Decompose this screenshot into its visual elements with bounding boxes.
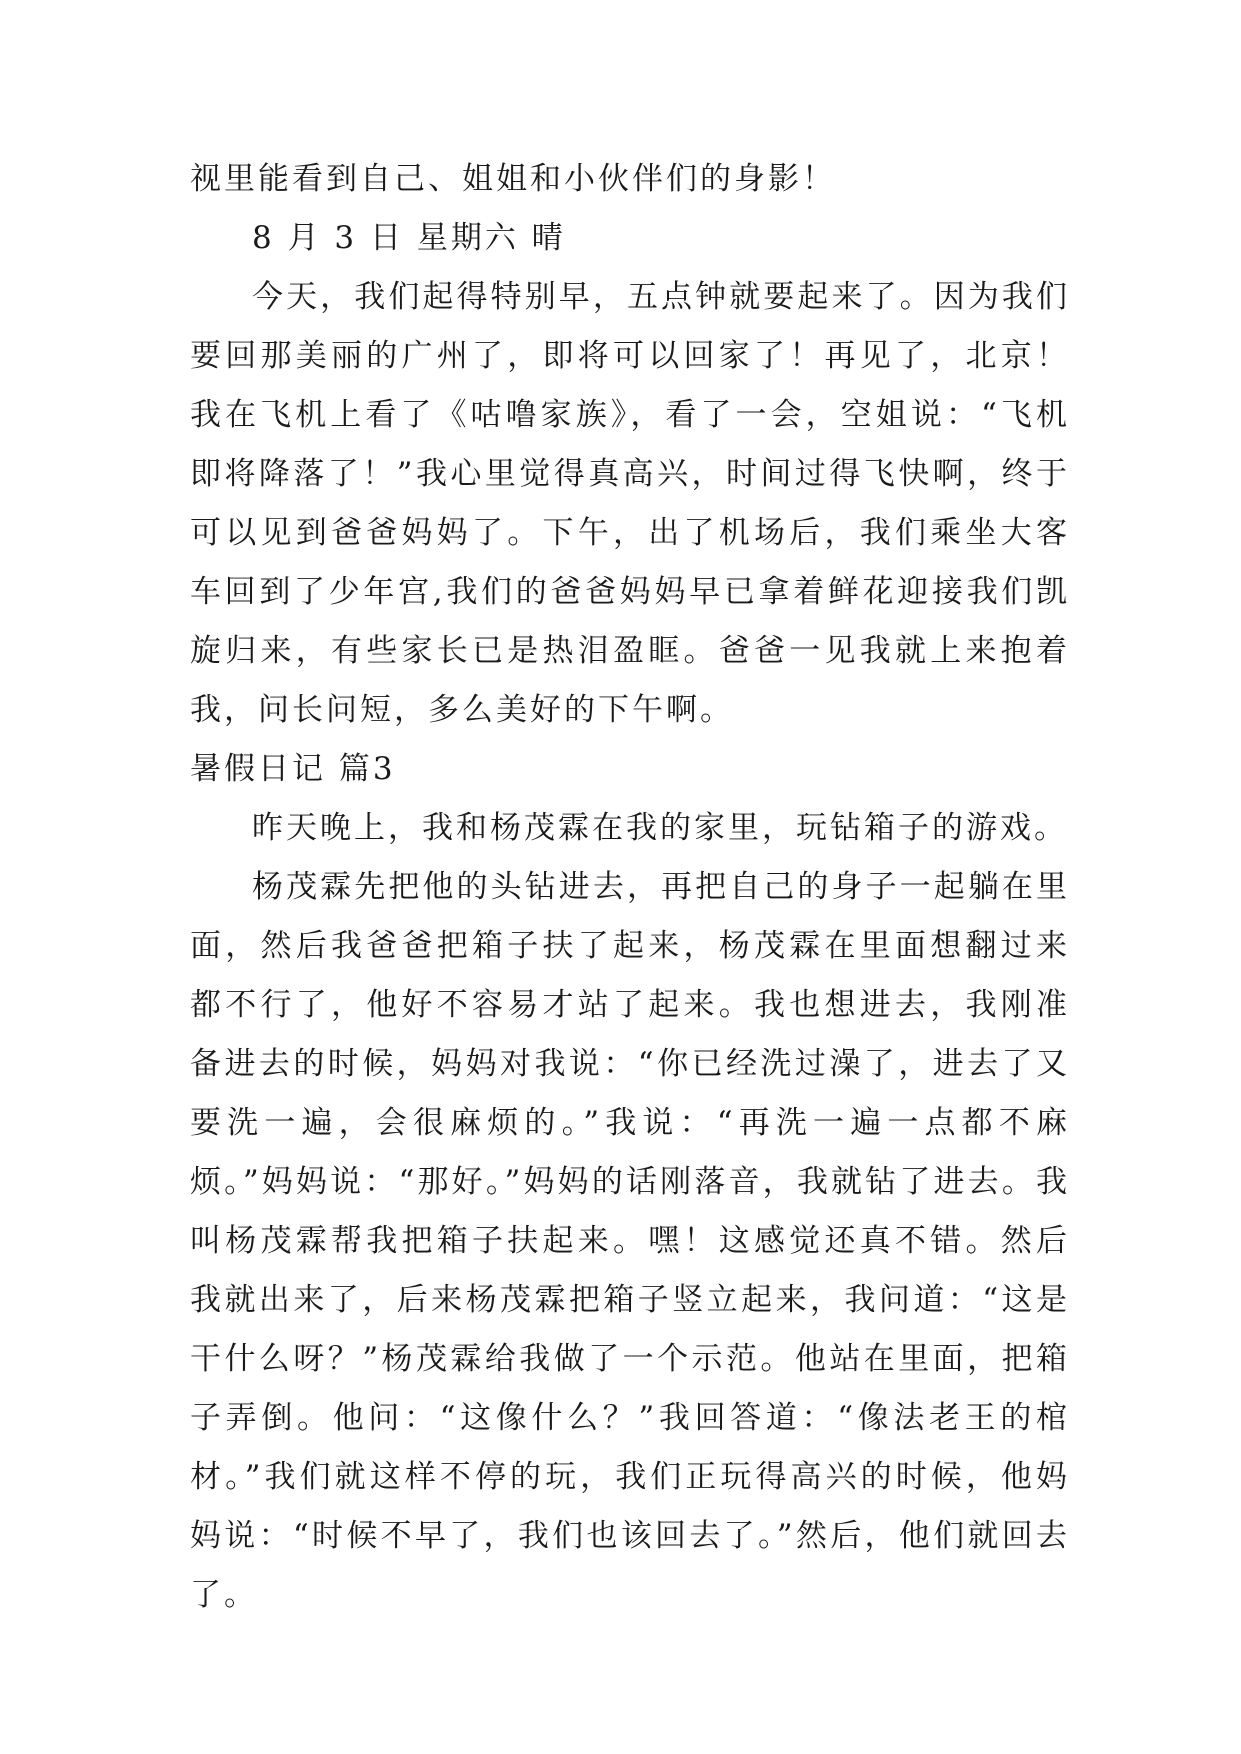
- paragraph-intro: 昨天晚上，我和杨茂霖在我的家里，玩钻箱子的游戏。: [252, 810, 1068, 846]
- paragraph-box-game: 杨茂霖先把他的头钻进去，再把自己的身子一起躺在里面，然后我爸爸把箱子扶了起来，杨茂霖在里面想翻过来都不行了，他好不容易才站了起来。我也想进去，我刚准备进去的时候，妈妈对我说：“你已经洗过澡了，进去了又要洗一遍，会很麻烦的。”我说：“再洗一遍一点都不麻烦。”妈妈说：“那好。”妈妈的话刚落音，我就钻了进去。我叫杨茂霖帮我把箱子扶起来。嘿！这感觉还真不错。然后我就出来了，后来杨茂霖把箱子竖立起来，我问道：“这是干什么呀？”杨茂霖给我做了一个示范。他站在里面，把箱子弄倒。他问：“这像什么？”我回答道：“像法老王的棺材。”我们就这样不停的玩，我们正玩得高兴的时候，他妈妈说：“时候不早了，我们也该回去了。”然后，他们就回去了。: [190, 869, 1070, 1613]
- paragraph-return-home: 今天，我们起得特别早，五点钟就要起来了。因为我们要回那美丽的广州了，即将可以回家了！再见了，北京！我在飞机上看了《咕噜家族》，看了一会，空姐说：“飞机即将降落了！”我心里觉得真高兴，时间过得飞快啊，终于可以见到爸爸妈妈了。下午，出了机场后，我们乘坐大客车回到了少年宫,我们的爸爸妈妈早已拿着鲜花迎接我们凯旋归来，有些家长已是热泪盈眶。爸爸一见我就上来抱着我，问长问短，多么美好的下午啊。: [190, 279, 1070, 728]
- paragraph-continuation: 视里能看到自己、姐姐和小伙伴们的身影！: [190, 161, 836, 197]
- section-heading: 暑假日记 篇3: [190, 751, 396, 787]
- diary-date-line: 8 月 3 日 星期六 晴: [252, 220, 566, 256]
- document-body: [190, 150, 1070, 1625]
